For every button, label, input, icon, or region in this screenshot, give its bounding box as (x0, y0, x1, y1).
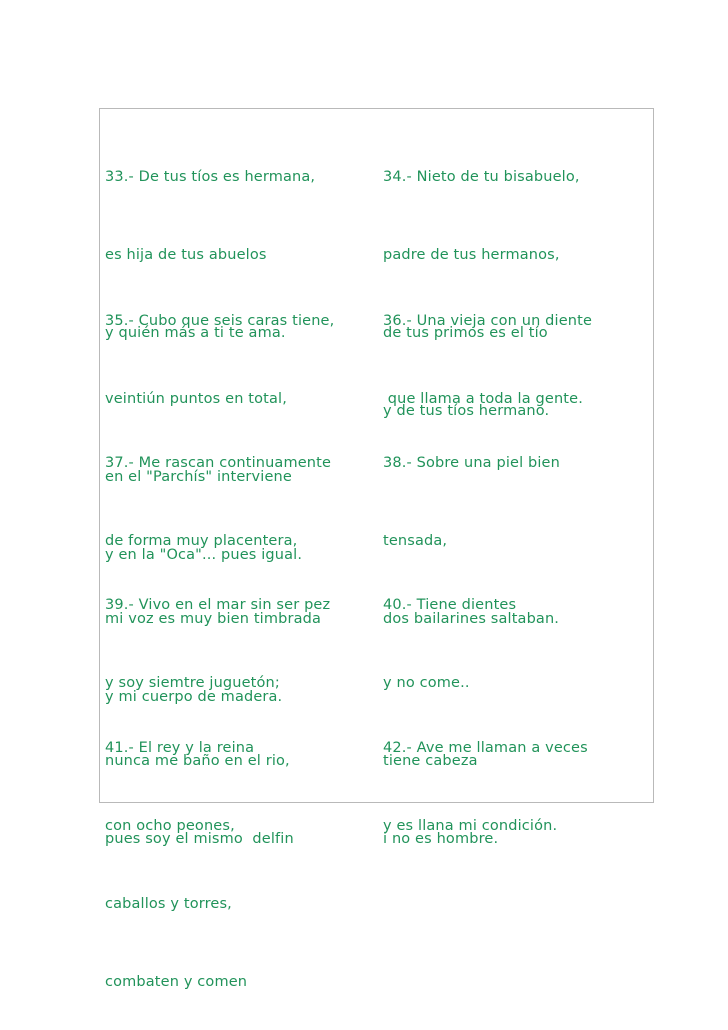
riddle-line: y quién más a ti te ama. (105, 325, 286, 341)
riddle-line: 33.- De tus tíos es hermana, (105, 169, 316, 185)
riddle-line: 35.- Cubo que seis caras tiene, (105, 313, 335, 329)
riddle-line: 36.- Una vieja con un diente (383, 313, 593, 329)
riddle-line: de tus primos es el tío (383, 325, 548, 341)
riddle-line: con ocho peones, (105, 818, 235, 834)
riddle-line: y mi cuerpo de madera. (105, 689, 283, 705)
riddle-line: 34.- Nieto de tu bisabuelo, (383, 169, 580, 185)
riddle-line: y de tus tíos hermano. (383, 403, 550, 419)
riddle-line: es hija de tus abuelos (105, 247, 267, 263)
riddle-line: 41.- El rey y la reina (105, 740, 255, 756)
riddle-line: tiene cabeza (383, 753, 478, 769)
riddle-line: dos bailarines saltaban. (383, 611, 560, 627)
riddle-line: 42.- Ave me llaman a veces (383, 740, 588, 756)
riddle-line: tensada, (383, 533, 448, 549)
riddle-line: 37.- Me rascan continuamente (105, 455, 332, 471)
riddle-line: veintiún puntos en total, (105, 391, 287, 407)
riddle-line: pues soy el mismo delfin (105, 831, 294, 847)
riddle-line: caballos y torres, (105, 896, 232, 912)
riddle-line: 38.- Sobre una piel bien (383, 455, 560, 471)
riddle-line: y en la "Oca"... pues igual. (105, 547, 303, 563)
riddle-line: mi voz es muy bien timbrada (105, 611, 322, 627)
riddle-line: de forma muy placentera, (105, 533, 298, 549)
riddle-42 (383, 683, 588, 865)
riddle-line: nunca me baño en el rio, (105, 753, 290, 769)
riddle-line: y soy siemtre juguetón; (105, 675, 280, 691)
riddle-line: en el "Parchís" interviene (105, 469, 292, 485)
riddle-line: i no es hombre. (383, 831, 499, 847)
riddle-line: combaten y comen (105, 974, 248, 990)
riddle-line: 40.- Tiene dientes (383, 597, 517, 613)
riddle-line: y es llana mi condición. (383, 818, 558, 834)
riddle-line: 39.- Vivo en el mar sin ser pez (105, 597, 331, 613)
riddle-line: padre de tus hermanos, (383, 247, 560, 263)
riddle-line: y no come.. (383, 675, 470, 691)
riddle-line: que llama a toda la gente. (383, 391, 583, 407)
riddle-41 (105, 683, 254, 1021)
